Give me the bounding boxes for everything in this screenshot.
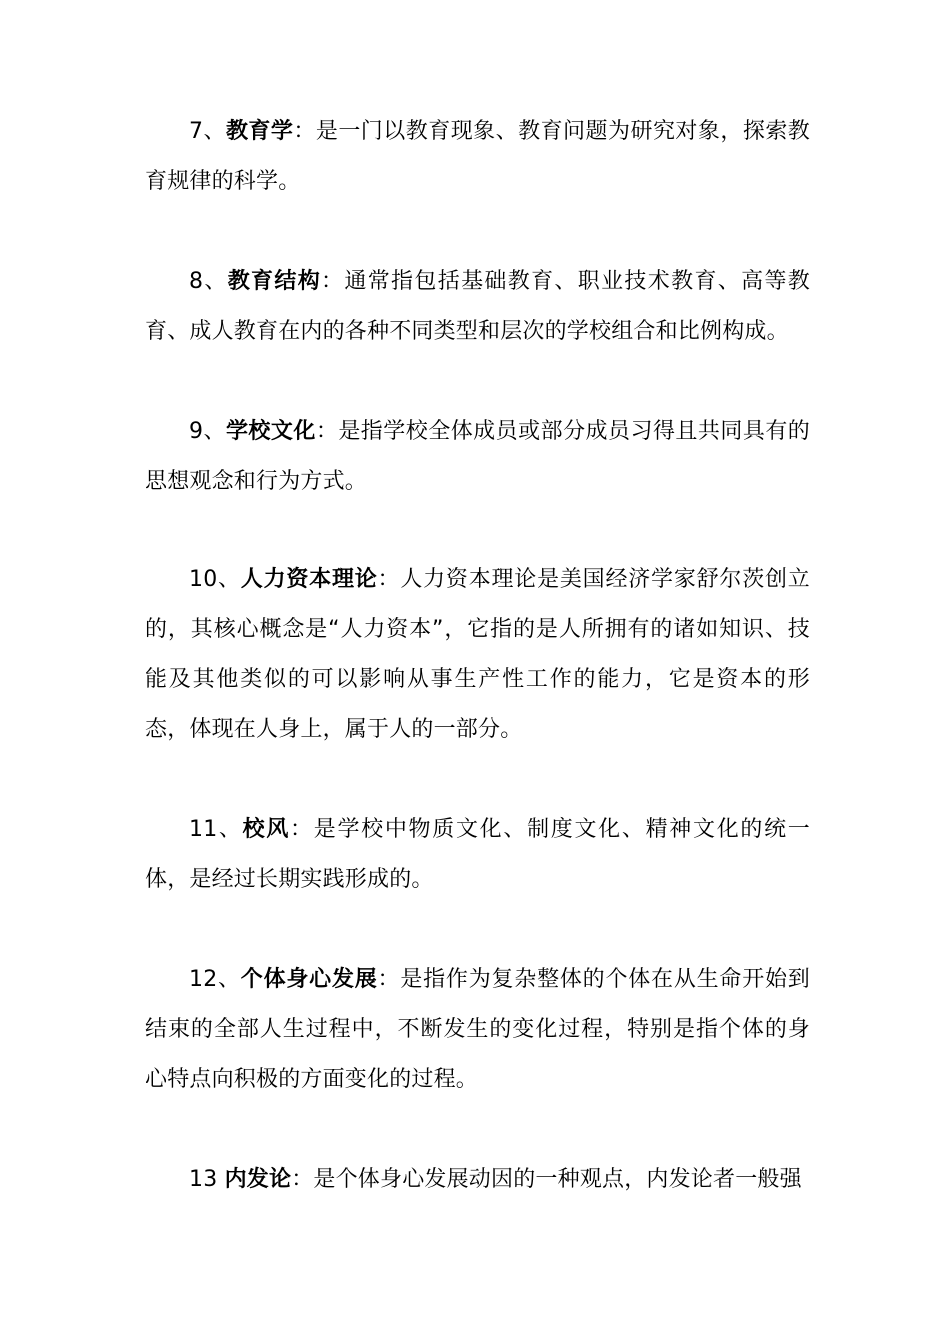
- definition-entry-9: [145, 407, 810, 507]
- definition-entry-8: [145, 257, 810, 357]
- entry-term: 教育结构: [227, 269, 322, 294]
- entry-term: 内发论: [224, 1167, 292, 1192]
- entry-definition: ：是指学校全体成员或部分成员习得且共同具有的思想观念和行为方式。: [145, 419, 810, 494]
- entry-definition: ：是指作为复杂整体的个体在从生命开始到结束的全部人生过程中，不断发生的变化过程，特别是指个体的身心特点向积极的方面变化的过程。: [145, 967, 810, 1092]
- entry-definition: ：人力资本理论是美国经济学家舒尔茨创立的，其核心概念是“人力资本”，它指的是人所拥有的诸如知识、技能及其他类似的可以影响从事生产性工作的能力，它是资本的形态，体现在人身上，属于人的一部分。: [145, 567, 810, 742]
- entry-number: 7、: [189, 119, 226, 144]
- entry-definition: ：是个体身心发展动因的一种观点，内发论者一般强: [291, 1167, 802, 1192]
- definition-entry-12: [145, 955, 810, 1105]
- entry-number: 8、: [189, 269, 228, 294]
- entry-definition: ：是一门以教育现象、教育问题为研究对象，探索教育规律的科学。: [145, 119, 810, 194]
- entry-term: 学校文化: [225, 419, 316, 444]
- definition-entry-11: [145, 805, 810, 905]
- entry-term: 个体身心发展: [240, 967, 378, 992]
- definition-entry-7: [145, 107, 810, 207]
- entry-term: 校风: [242, 817, 291, 842]
- entry-number: 10、: [189, 567, 241, 592]
- entry-term: 人力资本理论: [240, 567, 378, 592]
- entry-number: 9、: [189, 419, 226, 444]
- definition-entry-10: [145, 555, 810, 755]
- entry-definition: ：是学校中物质文化、制度文化、精神文化的统一体，是经过长期实践形成的。: [145, 817, 810, 892]
- entry-definition: ：通常指包括基础教育、职业技术教育、高等教育、成人教育在内的各种不同类型和层次的学校组合和比例构成。: [145, 269, 811, 344]
- definition-entry-13: [145, 1155, 810, 1205]
- entry-number: 12、: [189, 967, 241, 992]
- entry-term: 教育学: [225, 119, 294, 144]
- entry-number: 11、: [189, 817, 243, 842]
- entry-number: 13: [189, 1167, 225, 1192]
